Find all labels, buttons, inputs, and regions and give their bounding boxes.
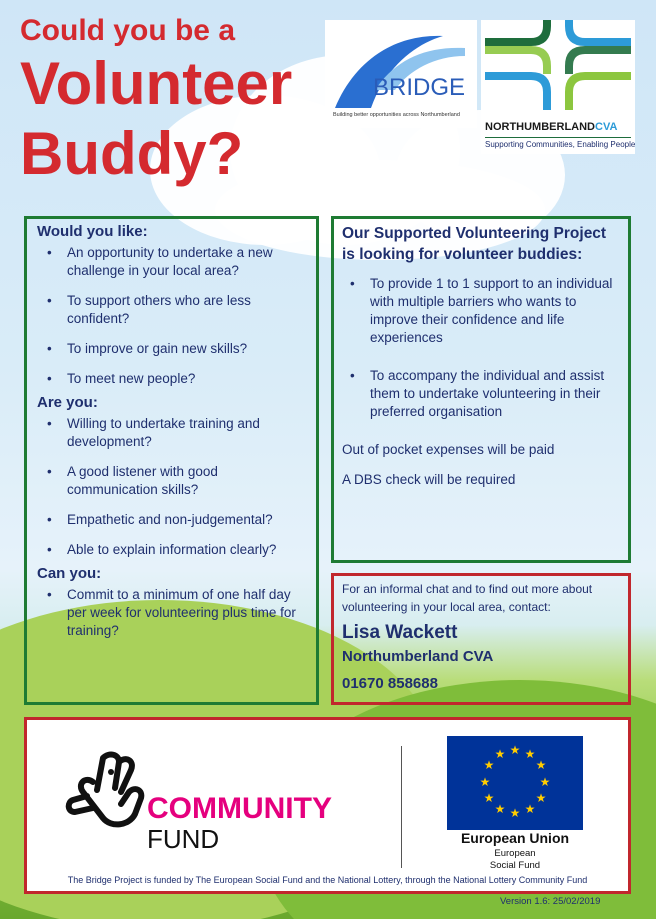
svg-text:★: ★	[509, 743, 521, 757]
project-panel	[331, 216, 631, 563]
eu-sub2: Social Fund	[489, 860, 541, 871]
ncva-divider	[485, 137, 631, 138]
list-item: • To improve or gain new skills?	[57, 340, 308, 358]
are-list	[37, 415, 308, 559]
list-item: • To provide 1 to 1 support to an individual with multiple barriers who wants to improve their confidence and life experiences	[360, 275, 620, 347]
contact-name: Lisa Wackett	[342, 622, 458, 643]
title-line-3: Buddy?	[20, 120, 244, 187]
expenses-text: Out of pocket expenses will be paid	[342, 442, 555, 457]
community-fund-word-a: COMMUNITY	[147, 792, 332, 825]
crossed-fingers-icon	[63, 748, 153, 838]
would-you-like-panel	[24, 216, 319, 705]
svg-text:★: ★	[509, 806, 521, 820]
svg-text:★: ★	[494, 747, 506, 761]
contact-panel	[331, 573, 631, 705]
funders-divider	[401, 746, 402, 868]
northumberland-cva-logo	[481, 20, 635, 154]
project-list	[342, 275, 620, 421]
svg-text:★: ★	[483, 791, 495, 805]
contact-intro: For an informal chat and to find out more about volunteering in your local area, contact:	[342, 582, 593, 614]
list-item: • Empathetic and non-judgemental?	[57, 511, 308, 529]
list-item: • Able to explain information clearly?	[57, 541, 308, 559]
list-item: • Willing to undertake training and development?	[57, 415, 308, 451]
eu-sub1: European	[494, 848, 536, 859]
are-heading: Are you:	[37, 394, 98, 411]
bridge-tagline: Building better opportunities across Northumberland	[333, 112, 460, 118]
eu-name: European Union	[460, 830, 570, 846]
title-line-1: Could you be a	[20, 14, 236, 47]
svg-text:★: ★	[524, 802, 536, 816]
list-item: • To support others who are less confident?	[57, 292, 308, 328]
list-item: • To meet new people?	[57, 370, 308, 388]
svg-text:★: ★	[539, 775, 551, 789]
list-item: • A good listener with good communication skills?	[57, 463, 308, 499]
svg-text:★: ★	[535, 758, 547, 772]
eu-flag-icon	[447, 736, 583, 830]
would-heading: Would you like:	[37, 223, 148, 240]
ncva-tagline: Supporting Communities, Enabling People	[485, 140, 636, 149]
funders-panel	[24, 717, 631, 894]
contact-org: Northumberland CVA	[342, 648, 494, 665]
ncva-cross-icon	[481, 20, 635, 120]
bridge-logo	[325, 20, 477, 128]
would-list	[37, 244, 308, 388]
dbs-text: A DBS check will be required	[342, 472, 516, 487]
can-list	[37, 586, 308, 640]
ncva-name-b: CVA	[595, 121, 618, 133]
svg-text:★: ★	[483, 758, 495, 772]
svg-text:★: ★	[479, 775, 491, 789]
svg-text:★: ★	[494, 802, 506, 816]
svg-text:★: ★	[524, 747, 536, 761]
funded-by-text: The Bridge Project is funded by The European Social Fund and the National Lottery, through the National Lottery Community Fund	[67, 875, 588, 885]
list-item: • To accompany the individual and assist them to undertake volunteering in their preferred organisation	[360, 367, 620, 421]
community-fund-word-b: FUND	[147, 824, 220, 854]
can-heading: Can you:	[37, 565, 102, 582]
ncva-name-a: NORTHUMBERLAND	[485, 121, 595, 133]
contact-phone[interactable]: 01670 858688	[342, 675, 438, 692]
ncva-name	[485, 121, 617, 133]
version-text: Version 1.6: 25/02/2019	[500, 896, 601, 907]
svg-text:★: ★	[535, 791, 547, 805]
project-title: Our Supported Volunteering Project is looking for volunteer buddies:	[342, 225, 607, 263]
list-item: • An opportunity to undertake a new challenge in your local area?	[57, 244, 308, 280]
title-line-2: Volunteer	[20, 50, 293, 117]
bridge-name: BRIDGE	[373, 74, 466, 101]
list-item: • Commit to a minimum of one half day per week for volunteering plus time for training?	[57, 586, 308, 640]
